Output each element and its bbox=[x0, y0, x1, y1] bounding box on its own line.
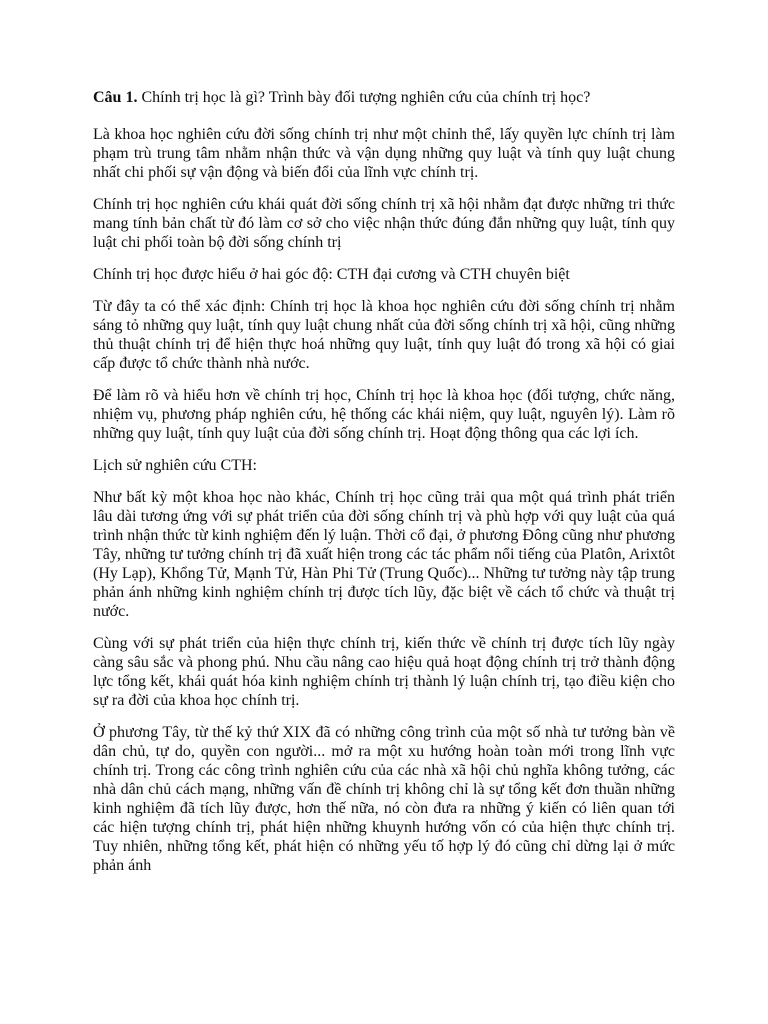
paragraph-history-heading: Lịch sử nghiên cứu CTH: bbox=[93, 457, 257, 474]
question-heading bbox=[93, 88, 675, 107]
paragraph-general-study: Chính trị học nghiên cứu khái quát đời sống chính trị xã hội nhằm đạt được những tri thức mang tính bản chất từ đó làm cơ sở cho việc nhận thức đúng đắn những quy luật, tính quy luật chi phối toàn bộ đời sống chính trị bbox=[93, 196, 675, 251]
paragraph-history-development: Cùng với sự phát triển của hiện thực chính trị, kiến thức về chính trị được tích lũy ngày càng sâu sắc và phong phú. Nhu cầu nâng cao hiệu quả hoạt động chính trị trở thành động lực tổng kết, khái quát hóa kinh nghiệm chính trị thành lý luận chính trị, tạo điều kiện cho sự ra đời của khoa học chính trị. bbox=[93, 635, 675, 709]
paragraph-history-ancient: Như bất kỳ một khoa học nào khác, Chính trị học cũng trải qua một quá trình phát triển lâu dài tương ứng với sự phát triển của đời sống chính trị và phù hợp với quy luật của quá trình nhận thức từ kinh nghiệm đến lý luận. Thời cổ đại, ở phương Đông cũng như phương Tây, những tư tưởng chính trị đã xuất hiện trong các tác phẩm nổi tiếng của Platôn, Arixtôt (Hy Lạp), Khổng Tử, Mạnh Tử, Hàn Phi Tử (Trung Quốc)... Những tư tưởng này tập trung phản ánh những kinh nghiệm chính trị được tích lũy, đặc biệt về cách tổ chức và thuật trị nước. bbox=[93, 489, 675, 620]
paragraph-conclusion: Từ đây ta có thể xác định: Chính trị học là khoa học nghiên cứu đời sống chính trị nhằm sáng tỏ những quy luật, tính quy luật chung nhất của đời sống chính trị xã hội, cũng những thủ thuật chính trị để hiện thực hoá những quy luật, tính quy luật đó trong xã hội có giai cấp được tổ chức thành nhà nước. bbox=[93, 298, 675, 372]
paragraph-history-west: Ở phương Tây, từ thế kỷ thứ XIX đã có những công trình của một số nhà tư tưởng bàn về dân chủ, tự do, quyền con người... mở ra một xu hướng hoàn toàn mới trong lĩnh vực chính trị. Trong các công trình nghiên cứu của các nhà xã hội chủ nghĩa không tưởng, các nhà dân chủ cách mạng, những vấn đề chính trị không chỉ là sự tổng kết đơn thuần những kinh nghiệm đã tích lũy được, hơn thế nữa, nó còn đưa ra những ý kiến có liên quan tới các hiện tượng chính trị, phát hiện những khuynh hướng vốn có của hiện thực chính trị. Tuy nhiên, những tổng kết, phát hiện có những yếu tố hợp lý đó cũng chỉ dừng lại ở mức phản ánh bbox=[93, 724, 675, 874]
paragraph-definition: Là khoa học nghiên cứu đời sống chính trị như một chỉnh thể, lấy quyền lực chính trị làm phạm trù trung tâm nhằm nhận thức và vận dụng những quy luật và tính quy luật chung nhất chi phối sự vận động và biến đổi của lĩnh vực chính trị. bbox=[93, 126, 675, 181]
question-label: Câu 1. bbox=[93, 89, 138, 106]
paragraph-clarification: Để làm rõ và hiểu hơn về chính trị học, Chính trị học là khoa học (đối tượng, chức năng, nhiệm vụ, phương pháp nghiên cứu, hệ thống các khái niệm, quy luật, nguyên lý). Làm rõ những quy luật, tính quy luật của đời sống chính trị. Hoạt động thông qua các lợi ích. bbox=[93, 387, 675, 442]
document-page bbox=[93, 88, 675, 875]
paragraph-two-perspectives: Chính trị học được hiểu ở hai góc độ: CTH đại cương và CTH chuyên biệt bbox=[93, 266, 570, 283]
question-text: Chính trị học là gì? Trình bày đối tượng nghiên cứu của chính trị học? bbox=[137, 89, 591, 106]
